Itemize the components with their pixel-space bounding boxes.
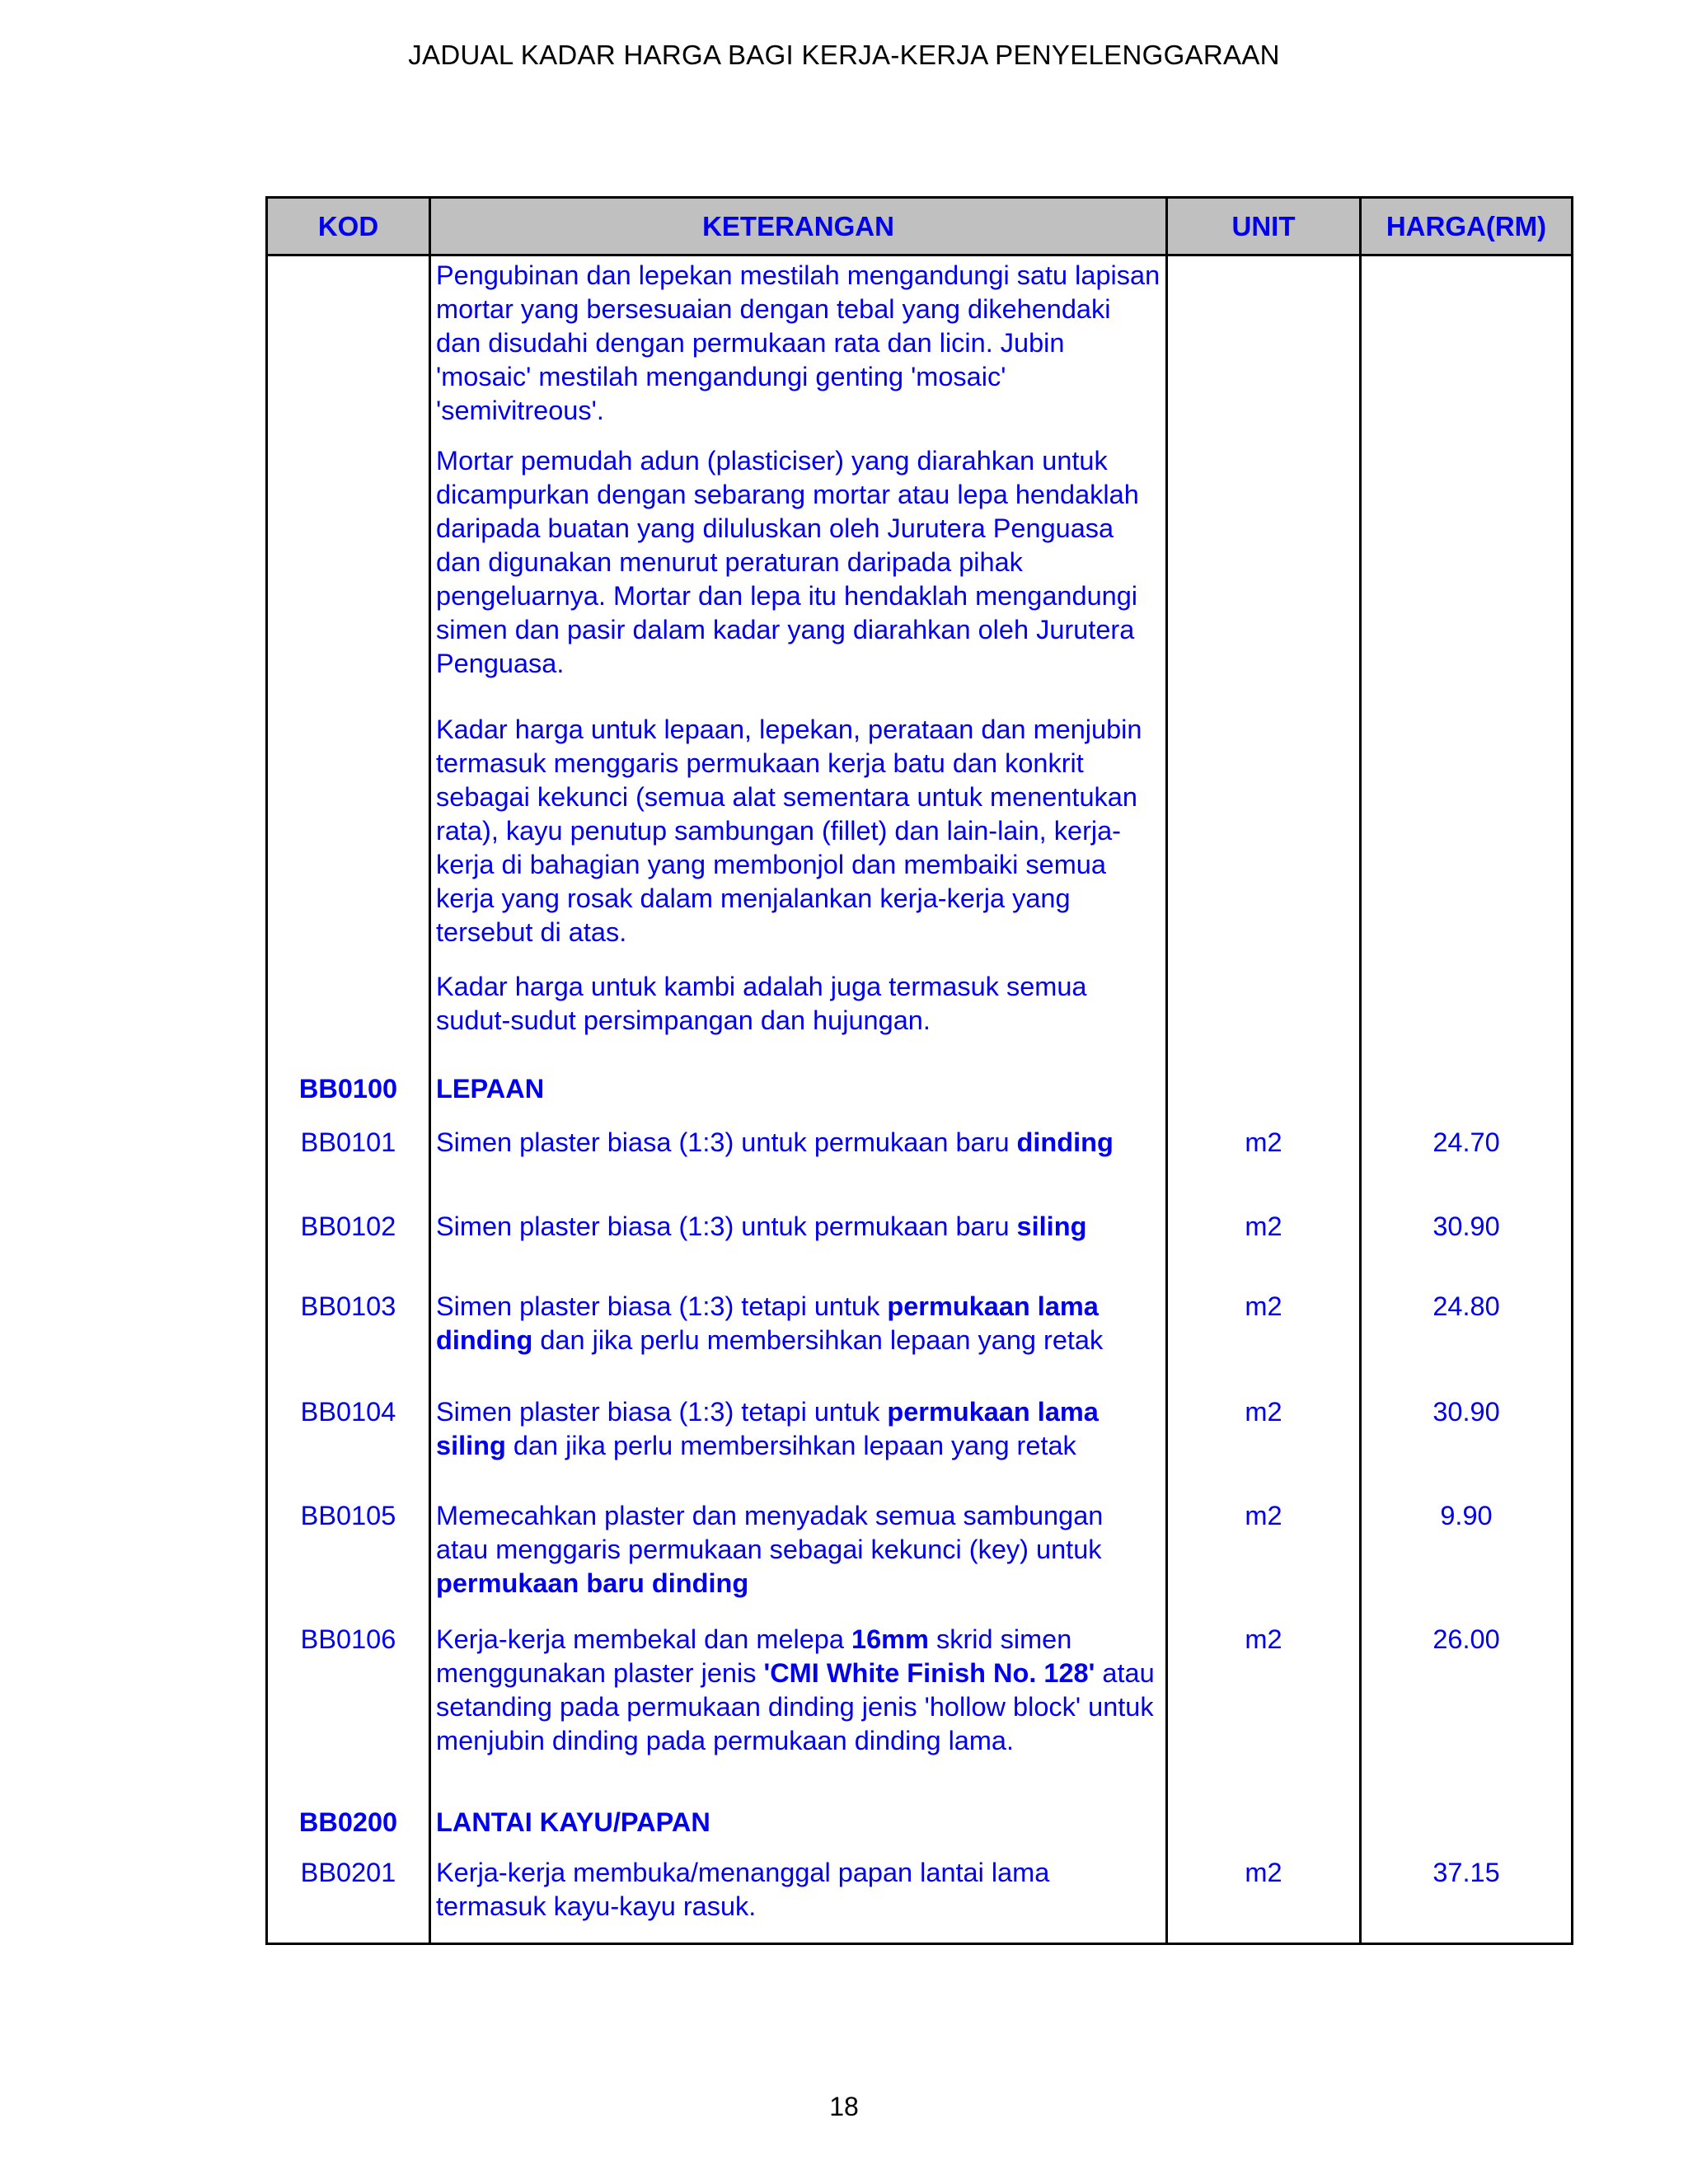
item-unit: m2: [1167, 1856, 1361, 1944]
table-header-row: [267, 198, 1573, 255]
item-code: BB0106: [267, 1623, 430, 1806]
column-header-unit: UNIT: [1167, 198, 1361, 255]
description-text: Kerja-kerja membekal dan melepa: [436, 1624, 851, 1654]
section-title: LEPAAN: [430, 1038, 1167, 1126]
item-unit: m2: [1167, 1395, 1361, 1499]
description-bold-text: dinding: [1016, 1127, 1114, 1157]
intro-unit-cell: [1167, 255, 1361, 1038]
description-bold-text: 16mm: [851, 1624, 929, 1654]
item-description: [430, 1856, 1167, 1944]
page-header: JADUAL KADAR HARGA BAGI KERJA-KERJA PENYELENGGARAAN: [408, 40, 1280, 70]
description-text: Simen plaster biasa (1:3) untuk permukaan baru: [436, 1127, 1017, 1157]
description-text: atau setanding pada permukaan dinding jenis 'hollow block' untuk menjubin dinding pada permukaan dinding lama.: [436, 1658, 1155, 1755]
description-bold-text: permukaan baru dinding: [436, 1568, 749, 1598]
table-row: [267, 1210, 1573, 1290]
item-code: BB0201: [267, 1856, 430, 1944]
intro-price-cell: [1361, 255, 1573, 1038]
section-unit-cell: [1167, 1806, 1361, 1856]
section-price-cell: [1361, 1038, 1573, 1126]
intro-notes-cell: [430, 255, 1167, 1038]
description-text: Simen plaster biasa (1:3) untuk permukaan baru: [436, 1212, 1017, 1241]
item-description: [430, 1623, 1167, 1806]
description-text: dan jika perlu membersihkan lepaan yang retak: [505, 1431, 1076, 1460]
description-text: Simen plaster biasa (1:3) tetapi untuk: [436, 1397, 888, 1427]
section-row: [267, 1806, 1573, 1856]
description-text: dan jika perlu membersihkan lepaan yang retak: [532, 1325, 1104, 1355]
item-price: 26.00: [1361, 1623, 1573, 1806]
item-unit: m2: [1167, 1210, 1361, 1290]
item-price: 37.15: [1361, 1856, 1573, 1944]
intro-row: [267, 255, 1573, 1038]
item-price: 30.90: [1361, 1210, 1573, 1290]
table-row: [267, 1395, 1573, 1499]
description-bold-text: permukaan lama dinding: [436, 1291, 1099, 1355]
column-header-harga: HARGA(RM): [1361, 198, 1573, 255]
intro-paragraph: Mortar pemudah adun (plasticiser) yang diarahkan untuk dicampurkan dengan sebarang mortar atau lepa hendaklah daripada buatan yang diluluskan oleh Jurutera Penguasa dan digunakan menurut peraturan daripada pihak pengeluarnya. Mortar dan lepa itu hendaklah mengandungi simen dan pasir dalam kadar yang diarahkan oleh Jurutera Penguasa.: [436, 446, 1139, 678]
item-description: [430, 1290, 1167, 1395]
column-header-keterangan: KETERANGAN: [430, 198, 1167, 255]
description-bold-text: 'CMI White Finish No. 128': [763, 1658, 1095, 1688]
section-title: LANTAI KAYU/PAPAN: [430, 1806, 1167, 1856]
section-unit-cell: [1167, 1038, 1361, 1126]
item-unit: m2: [1167, 1623, 1361, 1806]
item-code: BB0104: [267, 1395, 430, 1499]
rate-table: [265, 196, 1573, 1945]
table-row: [267, 1290, 1573, 1395]
description-text: Kerja-kerja membuka/menanggal papan lantai lama termasuk kayu-kayu rasuk.: [436, 1858, 1050, 1921]
section-row: [267, 1038, 1573, 1126]
description-bold-text: siling: [1016, 1212, 1087, 1241]
description-bold-text: permukaan lama siling: [436, 1397, 1099, 1460]
section-code: BB0200: [267, 1806, 430, 1856]
description-text: Simen plaster biasa (1:3) tetapi untuk: [436, 1291, 888, 1321]
intro-paragraph: Pengubinan dan lepekan mestilah mengandungi satu lapisan mortar yang bersesuaian dengan tebal yang dikehendaki dan disudahi dengan permukaan rata dan licin. Jubin 'mosaic' mestilah mengandungi genting 'mosaic' 'semivitreous'.: [436, 260, 1160, 425]
item-unit: m2: [1167, 1499, 1361, 1623]
column-header-kod: KOD: [267, 198, 430, 255]
item-unit: m2: [1167, 1126, 1361, 1210]
item-code: BB0102: [267, 1210, 430, 1290]
section-code: BB0100: [267, 1038, 430, 1126]
item-code: BB0105: [267, 1499, 430, 1623]
item-description: [430, 1395, 1167, 1499]
item-code: BB0103: [267, 1290, 430, 1395]
intro-paragraph: Kadar harga untuk lepaan, lepekan, perataan dan menjubin termasuk menggaris permukaan kerja batu dan konkrit sebagai kekunci (semua alat sementara untuk menentukan rata), kayu penutup sambungan (fillet) dan lain-lain, kerja-kerja di bahagian yang membonjol dan membaiki semua kerja yang rosak dalam menjalankan kerja-kerja yang tersebut di atas.: [436, 715, 1142, 947]
intro-kod-cell: [267, 255, 430, 1038]
item-description: [430, 1126, 1167, 1210]
intro-paragraph: Kadar harga untuk kambi adalah juga termasuk semua sudut-sudut persimpangan dan hujungan.: [436, 972, 1087, 1035]
item-price: 24.80: [1361, 1290, 1573, 1395]
section-price-cell: [1361, 1806, 1573, 1856]
table-row: [267, 1623, 1573, 1806]
item-price: 24.70: [1361, 1126, 1573, 1210]
description-text: skrid simen menggunakan plaster jenis: [436, 1624, 1072, 1688]
item-unit: m2: [1167, 1290, 1361, 1395]
item-code: BB0101: [267, 1126, 430, 1210]
description-text: Memecahkan plaster dan menyadak semua sambungan atau menggaris permukaan sebagai kekunci (key) untuk: [436, 1501, 1104, 1564]
item-price: 9.90: [1361, 1499, 1573, 1623]
item-description: [430, 1499, 1167, 1623]
item-price: 30.90: [1361, 1395, 1573, 1499]
table-row: [267, 1126, 1573, 1210]
page-number: 18: [829, 2092, 859, 2121]
table-row: [267, 1499, 1573, 1623]
item-description: [430, 1210, 1167, 1290]
table-row: [267, 1856, 1573, 1944]
